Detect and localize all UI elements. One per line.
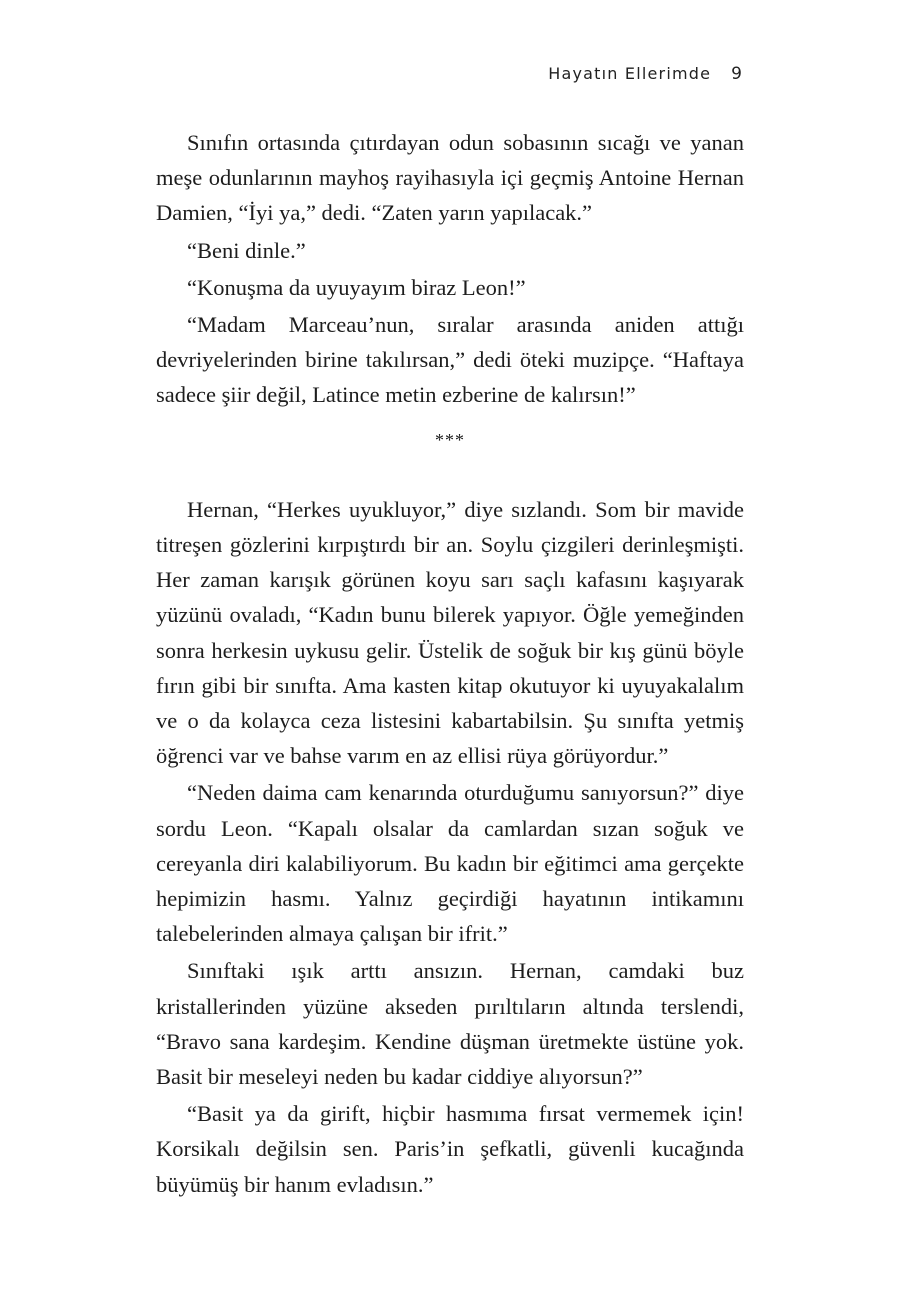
paragraph: Hernan, “Herkes uyukluyor,” diye sızlandı. Som bir mavide titreşen gözlerini kırpıştırdı bir an. Soylu çizgileri derinleşmişti. Her zaman karışık görünen koyu sarı saçlı kafasını kaşıyarak yüzünü ovaladı, “Kadın bunu bilerek yapıyor. Öğle yemeğinden sonra herkesin uykusu gelir. Üstelik de soğuk bir kış günü böyle fırın gibi bir sınıfta. Ama kasten kitap okutuyor ki uyuyakalalım ve o da kolayca ceza listesini kabartabilsin. Şu sınıfta yetmiş öğrenci var ve bahse varım en az ellisi rüya görüyordur.”: [156, 496, 744, 769]
running-header: [548, 64, 742, 84]
paragraph: “Konuşma da uyuyayım biraz Leon!”: [187, 274, 526, 300]
page-number: 9: [731, 64, 742, 84]
paragraph: “Madam Marceau’nun, sıralar arasında aniden attığı devriyelerinden birine takılırsan,” dedi öteki muzipçe. “Haftaya sadece şiir değil, Latince metin ezberine de kalırsın!”: [156, 312, 744, 408]
paragraph: “Beni dinle.”: [187, 237, 306, 263]
paragraph: Sınıfın ortasında çıtırdayan odun sobasının sıcağı ve yanan meşe odunlarının mayhoş rayihasıyla içi geçmiş Antoine Hernan Damien, “İyi ya,” dedi. “Zaten yarın yapılacak.”: [156, 130, 744, 226]
section-separator: ***: [435, 429, 465, 450]
paragraph: “Neden daima cam kenarında oturduğumu sanıyorsun?” diye sordu Leon. “Kapalı olsalar da camlardan sızan soğuk ve cereyanla diri kalabiliyorum. Bu kadın bir eğitimci ama gerçekte hepimizin hasmı. Yalnız geçirdiği hayatının intikamını talebelerinden almaya çalışan bir ifrit.”: [156, 780, 744, 947]
paragraph: Sınıftaki ışık arttı ansızın. Hernan, camdaki buz kristallerinden yüzüne akseden pırıltıların altında terslendi, “Bravo sana kardeşim. Kendine düşman üretmekte üstüne yok. Basit bir meseleyi neden bu kadar ciddiye alıyorsun?”: [156, 958, 744, 1090]
paragraph: “Basit ya da girift, hiçbir hasmıma fırsat vermemek için! Korsikalı değilsin sen. Paris’in şefkatli, güvenli kucağında büyümüş bir hanım evladısın.”: [156, 1101, 744, 1197]
body-text: [156, 125, 744, 1204]
book-title: Hayatın Ellerimde: [548, 64, 712, 83]
